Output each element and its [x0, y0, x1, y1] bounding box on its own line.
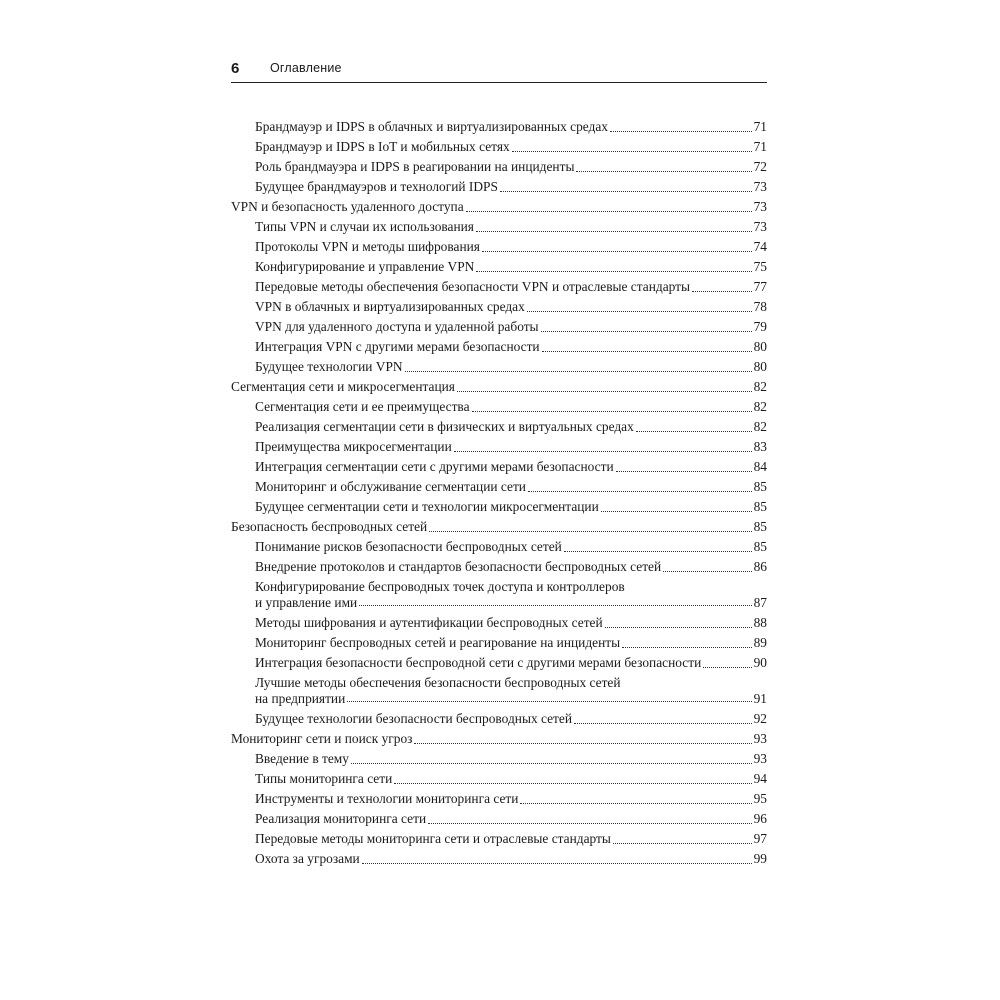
dot-leader — [541, 331, 752, 332]
toc-page-number: 89 — [753, 635, 767, 650]
toc-entry-title: Сегментация сети и ее преимущества — [255, 399, 470, 414]
dot-leader — [362, 863, 752, 864]
toc-subsection-entry[interactable] — [231, 177, 767, 197]
toc-entry-title: Роль брандмауэра и IDPS в реагировании на инциденты — [255, 159, 575, 174]
toc-section-entry[interactable] — [231, 197, 767, 217]
dot-leader — [351, 763, 752, 764]
toc-subsection-entry[interactable] — [231, 217, 767, 237]
dot-leader — [414, 743, 751, 744]
toc-subsection-entry[interactable] — [231, 789, 767, 809]
toc-page-number: 94 — [753, 771, 767, 786]
dot-leader — [576, 171, 751, 172]
toc-section-entry[interactable] — [231, 377, 767, 397]
toc-entry-title: Брандмауэр и IDPS в облачных и виртуализированных средах — [255, 119, 608, 134]
running-header — [231, 58, 767, 83]
toc-page-number: 75 — [753, 259, 767, 274]
toc-entry-title: Будущее сегментации сети и технологии микросегментации — [255, 499, 599, 514]
toc-entry-title: Инструменты и технологии мониторинга сети — [255, 791, 519, 806]
toc-subsection-entry[interactable] — [231, 317, 767, 337]
toc-entry-title: Конфигурирование и управление VPN — [255, 259, 475, 274]
toc-page-number: 82 — [753, 399, 767, 414]
dot-leader — [359, 605, 751, 606]
toc-page-number: 85 — [753, 539, 767, 554]
toc-entry-title: Внедрение протоколов и стандартов безопасности беспроводных сетей — [255, 559, 662, 574]
toc-page-number: 71 — [753, 139, 767, 154]
running-title: Оглавление — [270, 61, 342, 75]
dot-leader — [601, 511, 752, 512]
dot-leader — [429, 531, 751, 532]
dot-leader — [610, 131, 752, 132]
toc-page-number: 71 — [753, 119, 767, 134]
toc-page-number: 83 — [753, 439, 767, 454]
toc-subsection-entry[interactable] — [231, 237, 767, 257]
toc-entry-title: Безопасность беспроводных сетей — [231, 519, 428, 534]
dot-leader — [482, 251, 752, 252]
toc-entry-title: Охота за угрозами — [255, 851, 360, 866]
dot-leader — [476, 231, 752, 232]
toc-page-number: 79 — [753, 319, 767, 334]
toc-subsection-entry[interactable] — [231, 849, 767, 869]
dot-leader — [428, 823, 751, 824]
toc-subsection-entry[interactable] — [231, 749, 767, 769]
toc-entry-title: Реализация сегментации сети в физических и виртуальных средах — [255, 419, 634, 434]
toc-subsection-entry[interactable] — [231, 277, 767, 297]
dot-leader — [466, 211, 752, 212]
dot-leader — [542, 351, 752, 352]
toc-subsection-entry[interactable] — [231, 613, 767, 633]
toc-entry-title: VPN в облачных и виртуализированных средах — [255, 299, 525, 314]
toc-entry-title: Мониторинг беспроводных сетей и реагирование на инциденты — [255, 635, 621, 650]
toc-entry-title: Передовые методы обеспечения безопасности VPN и отраслевые стандарты — [255, 279, 690, 294]
dot-leader — [394, 783, 751, 784]
toc-page-number: 73 — [753, 179, 767, 194]
toc-page-number: 86 — [753, 559, 767, 574]
toc-entry-title: Реализация мониторинга сети — [255, 811, 427, 826]
toc-page-number: 80 — [753, 339, 767, 354]
toc-subsection-entry[interactable] — [231, 117, 767, 137]
toc-page-number: 87 — [753, 595, 767, 610]
toc-page-number: 77 — [753, 279, 767, 294]
toc-subsection-entry[interactable] — [231, 809, 767, 829]
toc-entry-title: Конфигурирование беспроводных точек доступа и контроллеров — [255, 579, 625, 594]
toc-subsection-entry[interactable] — [231, 437, 767, 457]
dot-leader — [527, 311, 752, 312]
toc-page-number: 93 — [753, 751, 767, 766]
dot-leader — [616, 471, 752, 472]
toc-page-number: 82 — [753, 419, 767, 434]
toc-entry-title: Преимущества микросегментации — [255, 439, 452, 454]
dot-leader — [703, 667, 751, 668]
toc-subsection-entry[interactable] — [231, 537, 767, 557]
toc-entry-title: Будущее технологии VPN — [255, 359, 403, 374]
dot-leader — [574, 723, 752, 724]
toc-entry-title: Лучшие методы обеспечения безопасности беспроводных сетей — [255, 675, 621, 690]
toc-page-number: 74 — [753, 239, 767, 254]
toc-page-number: 85 — [753, 499, 767, 514]
toc-page-number: 88 — [753, 615, 767, 630]
dot-leader — [512, 151, 752, 152]
toc-subsection-entry[interactable] — [231, 633, 767, 653]
dot-leader — [454, 451, 752, 452]
toc-subsection-entry[interactable] — [231, 137, 767, 157]
toc-entry-title: Мониторинг и обслуживание сегментации сети — [255, 479, 526, 494]
toc-page-number: 91 — [753, 691, 767, 706]
toc-subsection-entry[interactable] — [231, 397, 767, 417]
toc-section-entry[interactable] — [231, 729, 767, 749]
dot-leader — [457, 391, 752, 392]
toc-page-number: 92 — [753, 711, 767, 726]
toc-entry-title: Интеграция VPN с другими мерами безопасности — [255, 339, 540, 354]
toc-subsection-entry[interactable] — [231, 257, 767, 277]
dot-leader — [564, 551, 752, 552]
toc-page-number: 97 — [753, 831, 767, 846]
toc-page-number: 80 — [753, 359, 767, 374]
toc-page-number: 85 — [753, 519, 767, 534]
dot-leader — [500, 191, 752, 192]
toc-entry-title: Интеграция сегментации сети с другими мерами безопасности — [255, 459, 614, 474]
toc-subsection-entry[interactable] — [231, 457, 767, 477]
toc-entry-title: Понимание рисков безопасности беспроводных сетей — [255, 539, 562, 554]
toc-page-number: 82 — [753, 379, 767, 394]
toc-page-number: 73 — [753, 199, 767, 214]
toc-subsection-entry[interactable] — [231, 497, 767, 517]
table-of-contents — [231, 117, 767, 869]
toc-entry-title: Передовые методы мониторинга сети и отраслевые стандарты — [255, 831, 611, 846]
toc-subsection-entry[interactable] — [231, 673, 767, 709]
toc-subsection-entry[interactable] — [231, 297, 767, 317]
toc-subsection-entry[interactable] — [231, 653, 767, 673]
toc-subsection-entry[interactable] — [231, 417, 767, 437]
toc-subsection-entry[interactable] — [231, 557, 767, 577]
toc-entry-title: Мониторинг сети и поиск угроз — [231, 731, 413, 746]
toc-subsection-entry[interactable] — [231, 577, 767, 613]
toc-section-entry[interactable] — [231, 517, 767, 537]
dot-leader — [636, 431, 752, 432]
dot-leader — [528, 491, 752, 492]
dot-leader — [476, 271, 751, 272]
toc-page-number: 99 — [753, 851, 767, 866]
toc-subsection-entry[interactable] — [231, 157, 767, 177]
page-number: 6 — [231, 60, 240, 77]
toc-entry-title: Интеграция безопасности беспроводной сети с другими мерами безопасности — [255, 655, 702, 670]
toc-entry-title: Протоколы VPN и методы шифрования — [255, 239, 480, 254]
toc-page-number: 72 — [753, 159, 767, 174]
dot-leader — [520, 803, 751, 804]
toc-entry-title: Сегментация сети и микросегментация — [231, 379, 455, 394]
toc-page-number: 85 — [753, 479, 767, 494]
dot-leader — [663, 571, 751, 572]
toc-subsection-entry[interactable] — [231, 829, 767, 849]
toc-page-number: 95 — [753, 791, 767, 806]
toc-entry-title-continued: и управление ими — [255, 595, 358, 610]
dot-leader — [622, 647, 752, 648]
toc-subsection-entry[interactable] — [231, 477, 767, 497]
toc-entry-title: VPN для удаленного доступа и удаленной работы — [255, 319, 539, 334]
toc-entry-title-continued: на предприятии — [255, 691, 346, 706]
toc-page-number: 84 — [753, 459, 767, 474]
toc-page-number: 73 — [753, 219, 767, 234]
dot-leader — [405, 371, 752, 372]
toc-subsection-entry[interactable] — [231, 709, 767, 729]
dot-leader — [347, 701, 751, 702]
toc-entry-title: Методы шифрования и аутентификации беспроводных сетей — [255, 615, 603, 630]
toc-entry-title: Типы мониторинга сети — [255, 771, 393, 786]
toc-entry-title: Брандмауэр и IDPS в IoT и мобильных сетях — [255, 139, 510, 154]
dot-leader — [692, 291, 752, 292]
toc-entry-title: VPN и безопасность удаленного доступа — [231, 199, 464, 214]
toc-entry-title: Будущее брандмауэров и технологий IDPS — [255, 179, 498, 194]
toc-page-number: 96 — [753, 811, 767, 826]
toc-page-number: 78 — [753, 299, 767, 314]
toc-page-number: 93 — [753, 731, 767, 746]
dot-leader — [472, 411, 752, 412]
toc-entry-title: Типы VPN и случаи их использования — [255, 219, 474, 234]
dot-leader — [613, 843, 752, 844]
toc-subsection-entry[interactable] — [231, 769, 767, 789]
toc-entry-title: Будущее технологии безопасности беспроводных сетей — [255, 711, 572, 726]
toc-subsection-entry[interactable] — [231, 337, 767, 357]
toc-page-number: 90 — [753, 655, 767, 670]
toc-subsection-entry[interactable] — [231, 357, 767, 377]
dot-leader — [605, 627, 752, 628]
toc-entry-title: Введение в тему — [255, 751, 349, 766]
